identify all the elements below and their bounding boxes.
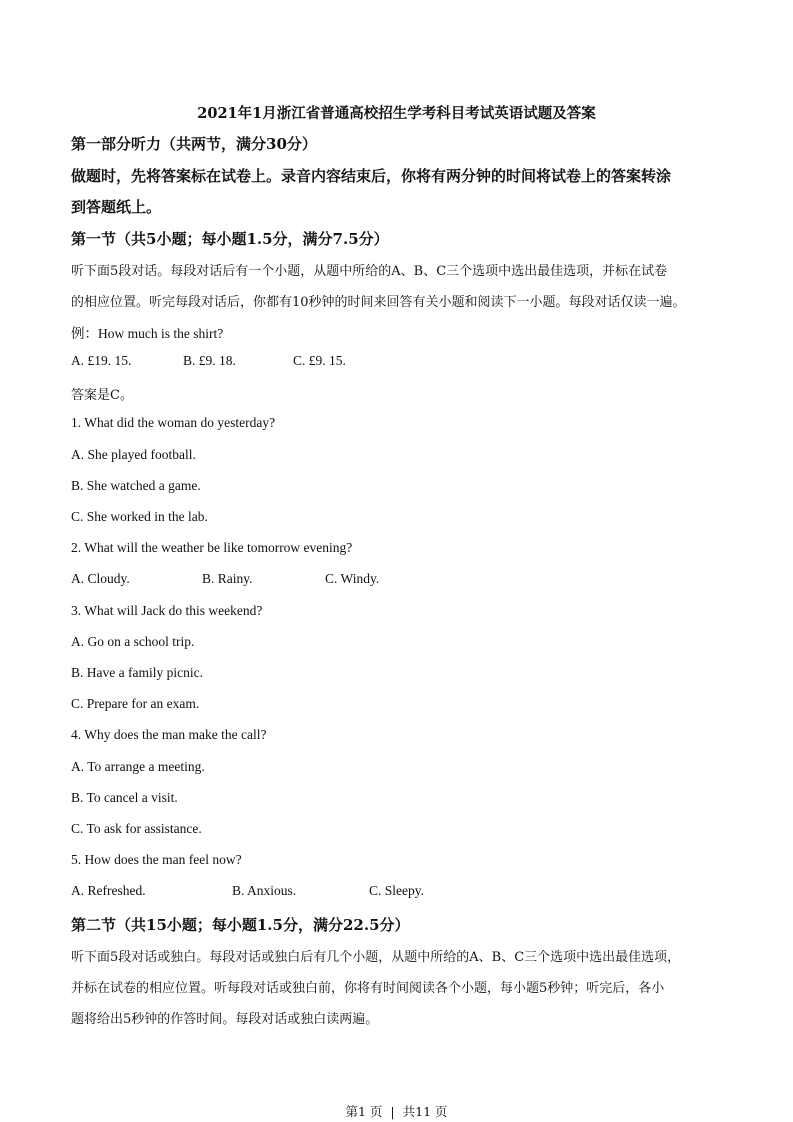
question-1-option-a: A. She played football. [71,447,196,462]
example-option-a: A. £19. 15. [71,353,132,368]
part1-instruction-line2: 到答题纸上。 [71,198,162,216]
section2-desc-line3: 题将给出5秒钟的作答时间。每段对话或独白读两遍。 [71,1012,379,1027]
page-total: 共11 页 [402,1104,448,1119]
question-1-option-c: C. She worked in the lab. [71,509,208,524]
question-4-option-b: B. To cancel a visit. [71,790,178,805]
question-5-option-b: B. Anxious. [232,883,297,898]
section2-heading: 第二节（共15小题；每小题1.5分，满分22.5分） [71,916,410,934]
question-3-option-c: C. Prepare for an exam. [71,696,200,711]
question-2-option-b: B. Rainy. [202,571,253,586]
question-2-option-c: C. Windy. [325,571,380,586]
question-3-option-b: B. Have a family picnic. [71,665,203,680]
document-title: 2021年1月浙江省普通高校招生学考科目考试英语试题及答案 [197,105,596,122]
question-3: 3. What will Jack do this weekend? [71,603,263,618]
section1-heading: 第一节（共5小题；每小题1.5分，满分7.5分） [71,230,389,248]
question-2: 2. What will the weather be like tomorrow evening? [71,540,353,555]
page-footer [0,1102,793,1120]
example-answer: 答案是C。 [71,388,133,403]
question-5-option-a: A. Refreshed. [71,883,146,898]
question-3-option-a: A. Go on a school trip. [71,634,195,649]
question-1: 1. What did the woman do yesterday? [71,415,276,430]
page-number: 第1 页 [345,1104,383,1119]
question-1-option-b: B. She watched a game. [71,478,201,493]
question-4-option-a: A. To arrange a meeting. [71,759,205,774]
example-option-b: B. £9. 18. [183,353,236,368]
section2-desc-line2: 并标在试卷的相应位置。听每段对话或独白前，你将有时间阅读各个小题，每小题5秒钟；听完后，各小 [71,981,665,996]
part1-instruction-line1: 做题时，先将答案标在试卷上。录音内容结束后，你将有两分钟的时间将试卷上的答案转涂 [71,167,672,185]
part1-heading: 第一部分听力（共两节，满分30分） [71,135,317,153]
section1-desc-line1: 听下面5段对话。每段对话后有一个小题，从题中所给的A、B、C三个选项中选出最佳选项，并标在试卷 [71,264,668,279]
question-4: 4. Why does the man make the call? [71,727,267,742]
question-2-option-a: A. Cloudy. [71,571,130,586]
question-4-option-c: C. To ask for assistance. [71,821,202,836]
example-option-c: C. £9. 15. [293,353,346,368]
footer-separator: | [390,1104,395,1119]
section1-desc-line2: 的相应位置。听完每段对话后，你都有10秒钟的时间来回答有关小题和阅读下一小题。每段对话仅读一遍。 [71,295,686,310]
section2-desc-line1: 听下面5段对话或独白。每段对话或独白后有几个小题，从题中所给的A、B、C三个选项中选出最佳选项， [71,950,681,965]
question-5-option-c: C. Sleepy. [369,883,424,898]
question-5: 5. How does the man feel now? [71,852,242,867]
example-question: 例：How much is the shirt? [71,326,224,341]
